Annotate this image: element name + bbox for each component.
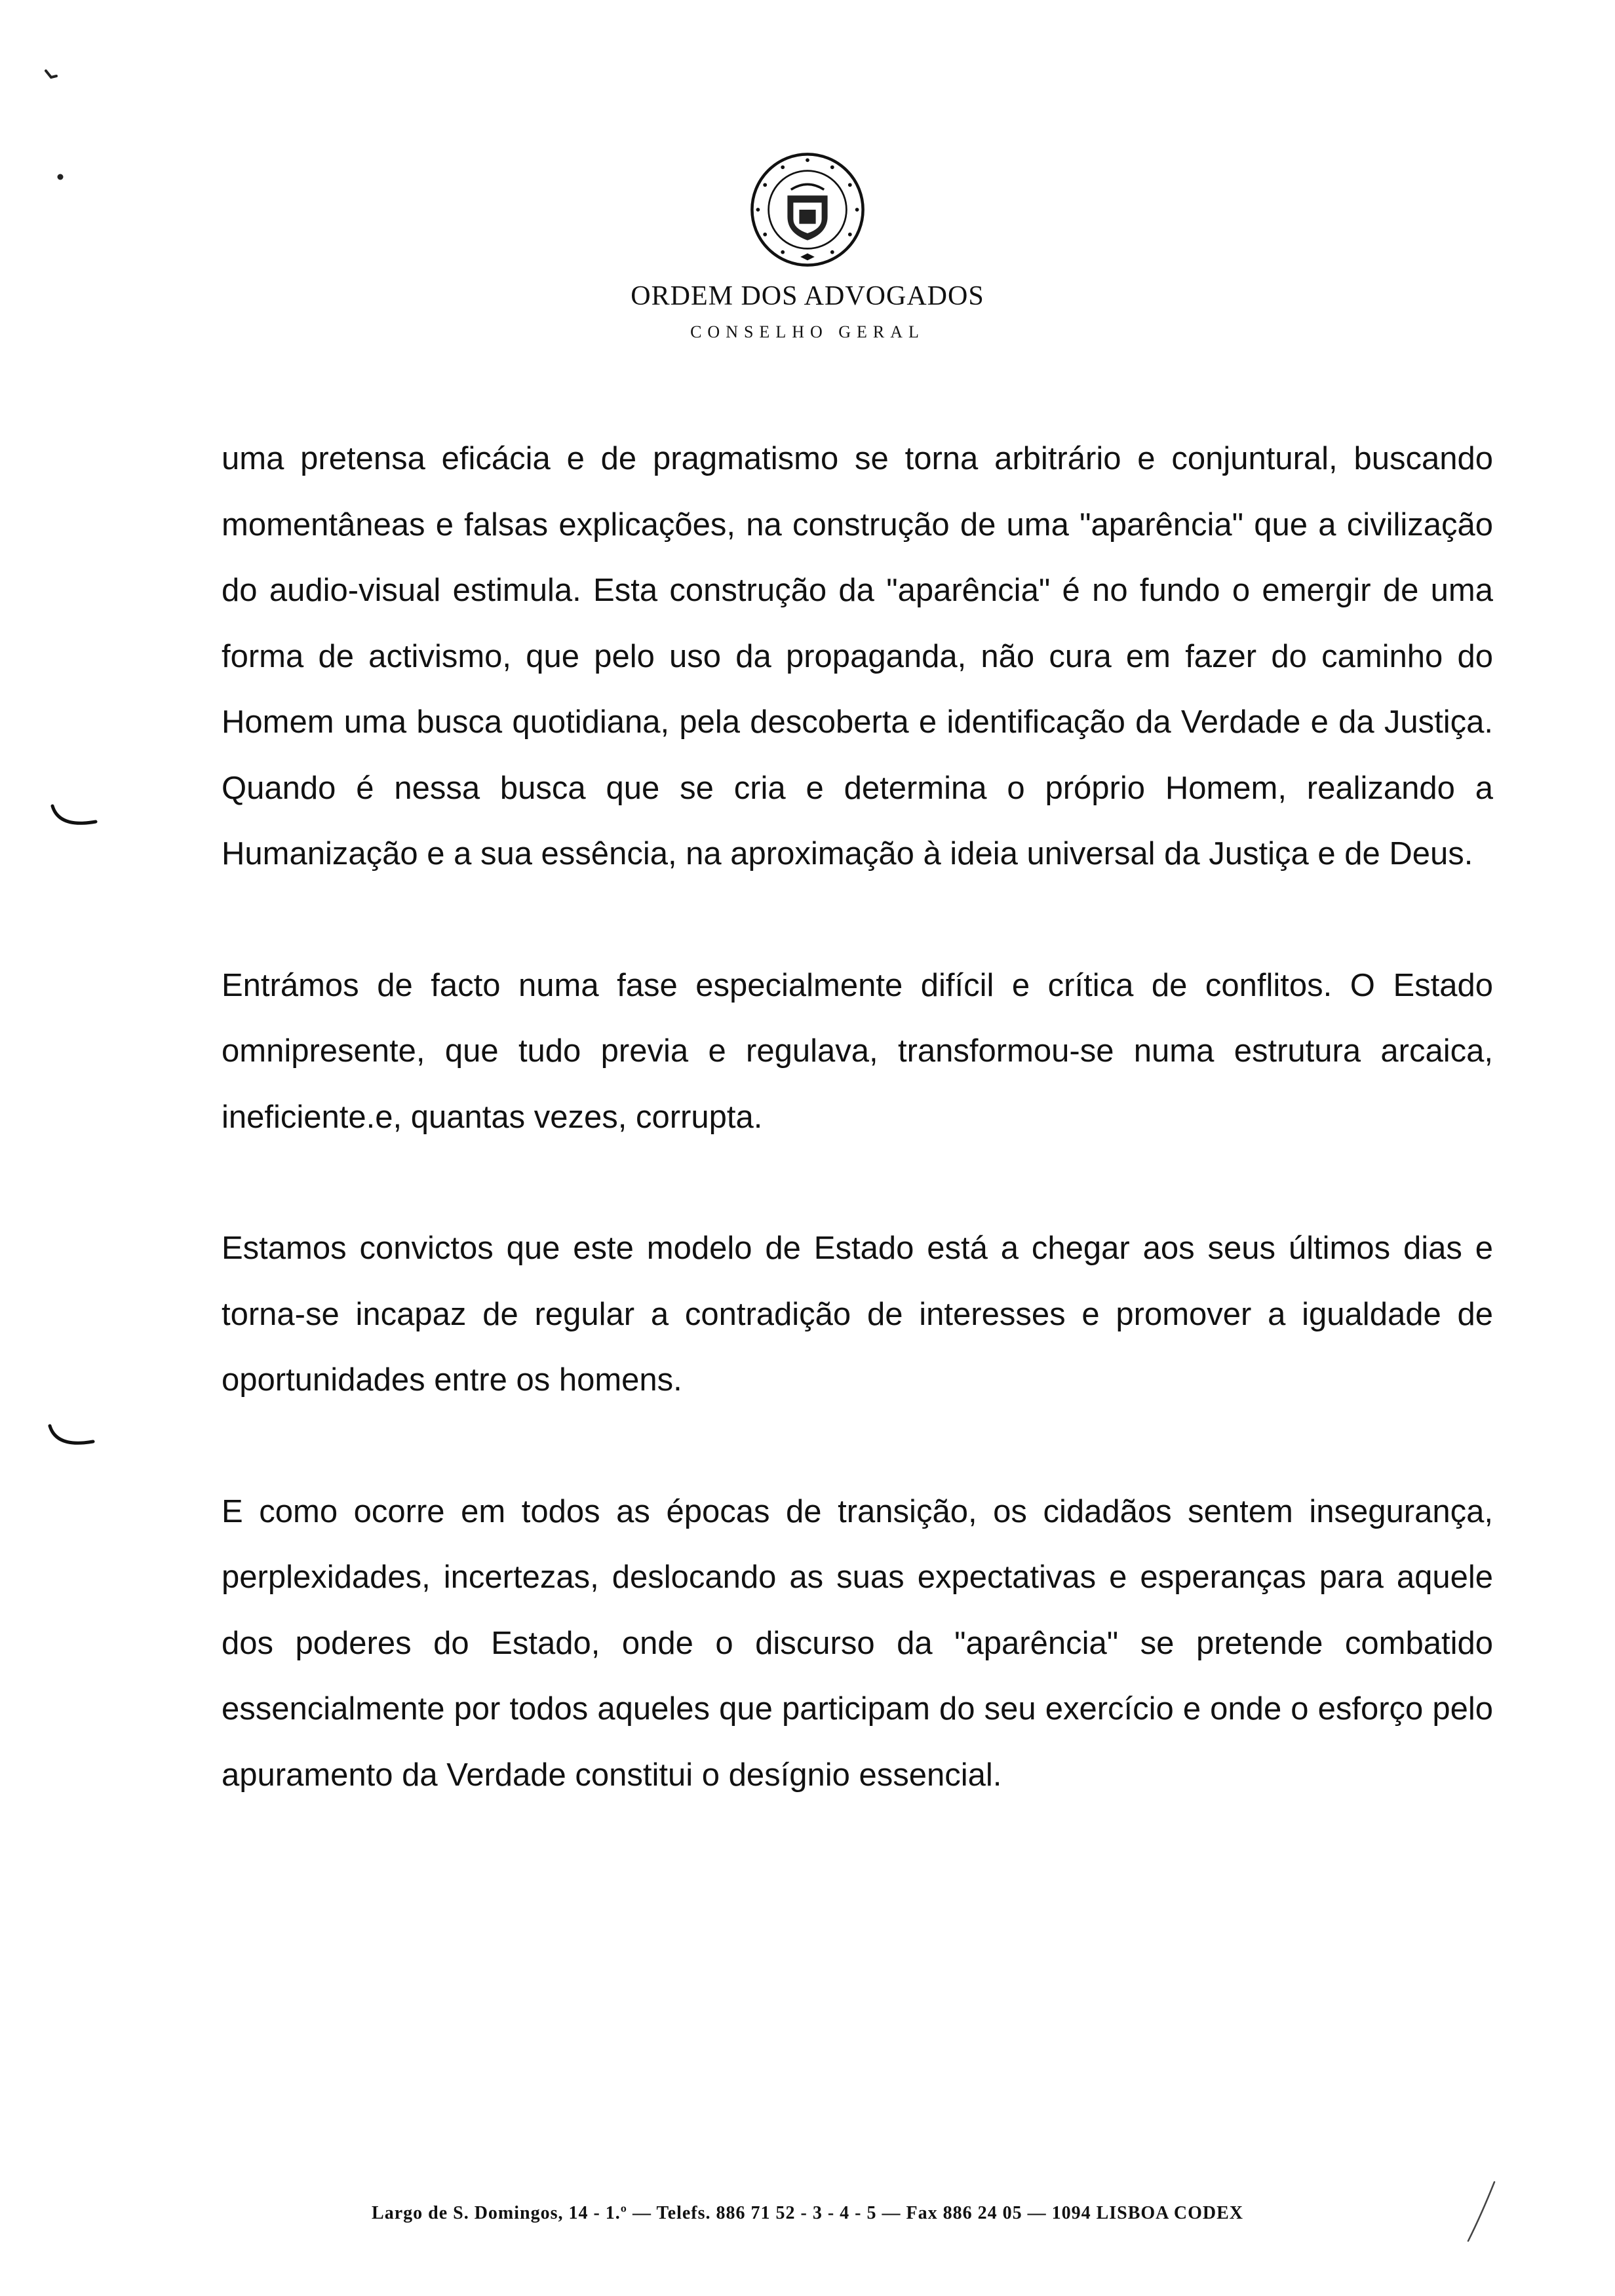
paragraph: Estamos convictos que este modelo de Estado está a chegar aos seus últimos dias e torna-se incapaz de regular a contradição de interesses e promover a igualdade de oportunidades entre os homens. bbox=[222, 1231, 1493, 1398]
check-mark bbox=[49, 802, 101, 835]
organization-name: ORDEM DOS ADVOGADOS bbox=[631, 281, 984, 311]
paragraph: Entrámos de facto numa fase especialmente difícil e crítica de conflitos. O Estado omnipresente, que tudo previa e regulava, transformou-se numa estrutura arcaica, ineficiente.e, quantas vezes, corrupta. bbox=[222, 967, 1493, 1135]
bar-association-seal-icon bbox=[749, 151, 866, 269]
check-mark bbox=[46, 1422, 98, 1455]
department-name: CONSELHO GERAL bbox=[690, 322, 925, 341]
letter-body bbox=[222, 426, 1493, 1808]
paragraph: uma pretensa eficácia e de pragmatismo se torna arbitrário e conjuntural, buscando momentâneas e falsas explicações, na construção de uma "aparência" que a civilização do audio-visual estimula. Esta construção da "aparência" é no fundo o emergir de uma forma de activismo, que pelo uso da propaganda, não cura em fazer do caminho do Homem uma busca quotidiana, pela descoberta e identificação da Verdade e da Justiça. Quando é nessa busca que se cria e determina o próprio Homem, realizando a Humanização e a sua essência, na aproximação à ideia universal da Justiça e de Deus. bbox=[222, 441, 1493, 871]
pen-stroke bbox=[1449, 2175, 1501, 2248]
scan-mark bbox=[55, 172, 66, 182]
scan-mark bbox=[41, 66, 60, 85]
paragraph: E como ocorre em todos as épocas de transição, os cidadãos sentem insegurança, perplexidades, incertezas, deslocando as suas expectativas e esperanças para aquele dos poderes do Estado, onde o discurso da "aparência" se pretende combatido essencialmente por todos aqueles que participam do seu exercício e onde o esforço pelo apuramento da Verdade constitui o desígnio essencial. bbox=[222, 1493, 1493, 1793]
footer-address: Largo de S. Domingos, 14 - 1.º — Telefs. 886 71 52 - 3 - 4 - 5 — Fax 886 24 05 — 1094 LISBOA CODEX bbox=[372, 2203, 1243, 2223]
letterhead bbox=[0, 151, 1615, 342]
